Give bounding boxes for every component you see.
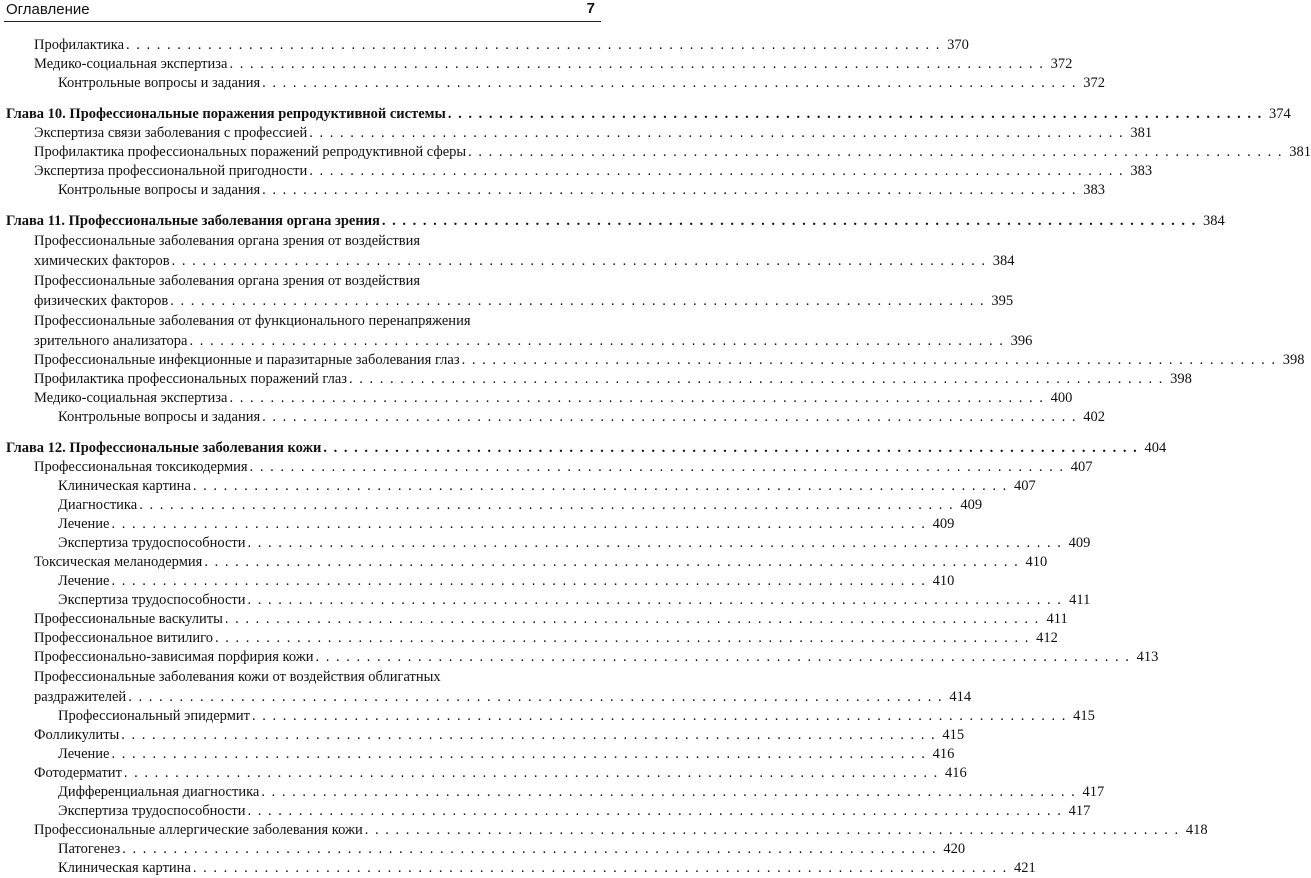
toc-entry-line [58, 745, 955, 764]
toc-entry-title: Экспертиза профессиональной пригодности [34, 163, 308, 179]
toc-entry [0, 124, 1153, 143]
toc-entry-title: Диагностика [58, 497, 138, 513]
toc-page-number: 411 [1046, 611, 1068, 627]
toc-entry [0, 572, 955, 591]
toc-entry [0, 231, 1015, 271]
toc-entry-line [34, 331, 1033, 351]
toc-entry-line [58, 707, 1095, 726]
toc-entry-title: Дифференциальная диагностика [58, 784, 260, 800]
toc-entry-line [34, 648, 1159, 667]
toc-entry [0, 629, 1058, 648]
toc-entry [0, 477, 1036, 496]
toc-chapter-entry [0, 439, 1167, 458]
toc-page-number: 412 [1036, 630, 1058, 646]
toc-entry-line [34, 124, 1153, 143]
toc-entry-title: Контрольные вопросы и задания [58, 182, 261, 198]
toc-page-number: 411 [1069, 592, 1091, 608]
toc-chapter-entry [0, 105, 1291, 124]
dot-leader: . . . . . . . . . . . . . . . . . . . . . . . . . . . . . . . . . . . . . . . . . . . . . . . . . . . . . . . . . . . . . . . . . . . . . . . . . . . . . . . . [192, 478, 1008, 494]
toc-entry-line [6, 439, 1167, 458]
toc-entry-line [34, 764, 967, 783]
toc-entry-title: Профилактика профессиональных поражений репродуктивной сферы [34, 144, 467, 160]
toc-entry-title: Экспертиза трудоспособности [58, 592, 246, 608]
toc-entry [0, 496, 983, 515]
dot-leader: . . . . . . . . . . . . . . . . . . . . . . . . . . . . . . . . . . . . . . . . . . . . . . . . . . . . . . . . . . . . . . . . . . . . . . . . . . . . . . . . [192, 860, 1008, 876]
toc-page-number: 416 [945, 765, 967, 781]
toc-entry [0, 667, 972, 707]
toc-entry [0, 802, 1091, 821]
toc-entry-line [58, 572, 955, 591]
dot-leader: . . . . . . . . . . . . . . . . . . . . . . . . . . . . . . . . . . . . . . . . . . . . . . . . . . . . . . . . . . . . . . . . . . . . . . . . . . . . . . . . [189, 333, 1005, 349]
toc-entry [0, 311, 1033, 351]
toc-entry-line [34, 458, 1093, 477]
toc-entry-line [34, 251, 1015, 271]
dot-leader: . . . . . . . . . . . . . . . . . . . . . . . . . . . . . . . . . . . . . . . . . . . . . . . . . . . . . . . . . . . . . . . . . . . . . . . . . . . . . . . . [122, 841, 938, 857]
toc-page-number: 421 [1014, 860, 1036, 876]
dot-leader: . . . . . . . . . . . . . . . . . . . . . . . . . . . . . . . . . . . . . . . . . . . . . . . . . . . . . . . . . . . . . . . . . . . . . . . . . . . . . . . . [262, 409, 1078, 425]
running-header [4, 0, 601, 22]
dot-leader: . . . . . . . . . . . . . . . . . . . . . . . . . . . . . . . . . . . . . . . . . . . . . . . . . . . . . . . . . . . . . . . . . . . . . . . . . . . . . . . . [111, 516, 927, 532]
toc-entry-title: Профессиональные аллергические заболевания кожи [34, 822, 363, 838]
toc-entry [0, 764, 967, 783]
toc-entry [0, 370, 1192, 389]
toc-entry [0, 74, 1106, 93]
toc-entry [0, 745, 955, 764]
toc-page-number: 384 [1203, 213, 1225, 229]
dot-leader: . . . . . . . . . . . . . . . . . . . . . . . . . . . . . . . . . . . . . . . . . . . . . . . . . . . . . . . . . . . . . . . . . . . . . . . . . . . . . . . . [126, 37, 941, 53]
toc-page-number: 417 [1068, 803, 1091, 819]
toc-entry-title: Экспертиза связи заболевания с профессией [34, 125, 308, 141]
toc-entry-title-line1: Профессиональные заболевания кожи от воздействия облигатных [34, 669, 441, 685]
dot-leader: . . . . . . . . . . . . . . . . . . . . . . . . . . . . . . . . . . . . . . . . . . . . . . . . . . . . . . . . . . . . . . . . . . . . . . . . . . . . . . . . [121, 727, 937, 743]
toc-entry [0, 389, 1073, 408]
toc-page-number: 383 [1083, 182, 1106, 198]
dot-leader: . . . . . . . . . . . . . . . . . . . . . . . . . . . . . . . . . . . . . . . . . . . . . . . . . . . . . . . . . . . . . . . . . . . . . . . . . . . . . . . . [111, 573, 927, 589]
toc-page-number: 384 [992, 253, 1015, 269]
toc-entry [0, 515, 955, 534]
dot-leader: . . . . . . . . . . . . . . . . . . . . . . . . . . . . . . . . . . . . . . . . . . . . . . . . . . . . . . . . . . . . . . . . . . . . . . . . . . . . . . . . [215, 630, 1030, 646]
toc-entry-line [58, 859, 1036, 878]
dot-leader: . . . . . . . . . . . . . . . . . . . . . . . . . . . . . . . . . . . . . . . . . . . . . . . . . . . . . . . . . . . . . . . . . . . . . . . . . . . . . . . . [247, 592, 1063, 608]
toc-entry [0, 181, 1106, 200]
toc-entry [0, 821, 1208, 840]
toc-page-number: 398 [1282, 352, 1305, 368]
toc-page-number: 410 [932, 573, 955, 589]
toc-entry-title: Медико-социальная экспертиза [34, 390, 228, 406]
header-page-number: 7 [586, 0, 595, 17]
toc-chapter-entry [0, 212, 1225, 231]
toc-entry-title: Профессиональная токсикодермия [34, 459, 248, 475]
toc-page-number: 372 [1083, 75, 1106, 91]
dot-leader: . . . . . . . . . . . . . . . . . . . . . . . . . . . . . . . . . . . . . . . . . . . . . . . . . . . . . . . . . . . . . . . . . . . . . . . . . . . . . . . . [381, 213, 1197, 229]
toc-page-number: 415 [942, 727, 965, 743]
toc-entry-line [34, 370, 1192, 389]
toc-entry-line [58, 783, 1105, 802]
toc-entry-title: Профилактика профессиональных поражений глаз [34, 371, 347, 387]
toc-entry-title: Лечение [58, 516, 110, 532]
toc-entry-line [58, 181, 1106, 200]
toc-page-number: 416 [932, 746, 955, 762]
toc-entry-title: Глава 12. Профессиональные заболевания кожи [6, 440, 322, 456]
toc-entry-title-line1: Профессиональные заболевания органа зрения от воздействия [34, 273, 420, 289]
toc-page-number: 372 [1050, 56, 1073, 72]
dot-leader: . . . . . . . . . . . . . . . . . . . . . . . . . . . . . . . . . . . . . . . . . . . . . . . . . . . . . . . . . . . . . . . . . . . . . . . . . . . . . . . . [309, 163, 1125, 179]
dot-leader: . . . . . . . . . . . . . . . . . . . . . . . . . . . . . . . . . . . . . . . . . . . . . . . . . . . . . . . . . . . . . . . . . . . . . . . . . . . . . . . . [323, 440, 1139, 456]
toc-entry-title: Клиническая картина [58, 860, 191, 876]
toc-page-number: 395 [991, 293, 1014, 309]
toc-entry-line [34, 351, 1305, 370]
dot-leader: . . . . . . . . . . . . . . . . . . . . . . . . . . . . . . . . . . . . . . . . . . . . . . . . . . . . . . . . . . . . . . . . . . . . . . . . . . . . . . . . [309, 125, 1125, 141]
dot-leader: . . . . . . . . . . . . . . . . . . . . . . . . . . . . . . . . . . . . . . . . . . . . . . . . . . . . . . . . . . . . . . . . . . . . . . . . . . . . . . . . [224, 611, 1040, 627]
dot-leader: . . . . . . . . . . . . . . . . . . . . . . . . . . . . . . . . . . . . . . . . . . . . . . . . . . . . . . . . . . . . . . . . . . . . . . . . . . . . . . . . [262, 75, 1078, 91]
toc-entry-title: Лечение [58, 746, 110, 762]
toc-entry-title: раздражителей [34, 689, 127, 705]
toc-page-number: 409 [960, 497, 983, 513]
toc-entry-title: Контрольные вопросы и задания [58, 409, 261, 425]
dot-leader: . . . . . . . . . . . . . . . . . . . . . . . . . . . . . . . . . . . . . . . . . . . . . . . . . . . . . . . . . . . . . . . . . . . . . . . . . . . . . . . . [249, 459, 1065, 475]
toc-entry-title: Профессионально-зависимая порфирия кожи [34, 649, 314, 665]
toc-entry-title: физических факторов [34, 293, 169, 309]
toc-entry [0, 726, 965, 745]
toc-entry-line [6, 105, 1291, 124]
toc-entry-line [58, 496, 983, 515]
toc-entry-line [34, 389, 1073, 408]
dot-leader: . . . . . . . . . . . . . . . . . . . . . . . . . . . . . . . . . . . . . . . . . . . . . . . . . . . . . . . . . . . . . . . . . . . . . . . . . . . . . . . . [229, 56, 1045, 72]
toc-page-number: 418 [1185, 822, 1208, 838]
toc-entry-title: Фотодерматит [34, 765, 122, 781]
toc-page-number: 400 [1050, 390, 1073, 406]
toc-entry-line [6, 212, 1225, 231]
toc-entry [0, 859, 1036, 878]
toc-entry-title: Экспертиза трудоспособности [58, 535, 246, 551]
toc-entry-title: Патогенез [58, 841, 121, 857]
toc-entry [0, 143, 1311, 162]
toc-entry-line [34, 687, 972, 707]
toc-page-number: 381 [1130, 125, 1153, 141]
dot-leader: . . . . . . . . . . . . . . . . . . . . . . . . . . . . . . . . . . . . . . . . . . . . . . . . . . . . . . . . . . . . . . . . . . . . . . . . . . . . . . . . [171, 253, 987, 269]
dot-leader: . . . . . . . . . . . . . . . . . . . . . . . . . . . . . . . . . . . . . . . . . . . . . . . . . . . . . . . . . . . . . . . . . . . . . . . . . . . . . . . . [262, 182, 1078, 198]
dot-leader: . . . . . . . . . . . . . . . . . . . . . . . . . . . . . . . . . . . . . . . . . . . . . . . . . . . . . . . . . . . . . . . . . . . . . . . . . . . . . . . . [123, 765, 939, 781]
toc-entry-line [58, 515, 955, 534]
toc-entry-title: Профессиональный эпидермит [58, 708, 250, 724]
toc-page-number: 417 [1082, 784, 1105, 800]
dot-leader: . . . . . . . . . . . . . . . . . . . . . . . . . . . . . . . . . . . . . . . . . . . . . . . . . . . . . . . . . . . . . . . . . . . . . . . . . . . . . . . . [251, 708, 1067, 724]
toc-page-number: 420 [943, 841, 966, 857]
toc-page-number: 398 [1170, 371, 1192, 387]
toc-entry [0, 840, 966, 859]
dot-leader: . . . . . . . . . . . . . . . . . . . . . . . . . . . . . . . . . . . . . . . . . . . . . . . . . . . . . . . . . . . . . . . . . . . . . . . . . . . . . . . . [128, 689, 944, 705]
toc-page-number: 410 [1025, 554, 1048, 570]
dot-leader: . . . . . . . . . . . . . . . . . . . . . . . . . . . . . . . . . . . . . . . . . . . . . . . . . . . . . . . . . . . . . . . . . . . . . . . . . . . . . . . . [261, 784, 1077, 800]
toc-entry-title: Экспертиза трудоспособности [58, 803, 246, 819]
toc-page-number: 409 [932, 516, 955, 532]
toc-entry-title: химических факторов [34, 253, 170, 269]
dot-leader: . . . . . . . . . . . . . . . . . . . . . . . . . . . . . . . . . . . . . . . . . . . . . . . . . . . . . . . . . . . . . . . . . . . . . . . . . . . . . . . . [447, 106, 1263, 122]
toc-entry [0, 458, 1093, 477]
toc-entry-title: Токсическая меланодермия [34, 554, 203, 570]
toc-entry-title: Клиническая картина [58, 478, 191, 494]
dot-leader: . . . . . . . . . . . . . . . . . . . . . . . . . . . . . . . . . . . . . . . . . . . . . . . . . . . . . . . . . . . . . . . . . . . . . . . . . . . . . . . . [247, 803, 1063, 819]
toc-page-number: 381 [1289, 144, 1311, 160]
toc-entry-line [34, 726, 965, 745]
header-title: Оглавление [6, 1, 90, 18]
toc-page-number: 415 [1073, 708, 1095, 724]
toc-entry-line [58, 802, 1091, 821]
toc-entry-title: зрительного анализатора [34, 333, 188, 349]
toc-entry-line [34, 629, 1058, 648]
toc-entry-line [58, 74, 1106, 93]
toc-entry-line [58, 408, 1106, 427]
toc-page-number: 407 [1014, 478, 1036, 494]
toc-page-number: 414 [949, 689, 972, 705]
toc-entry-title: Глава 10. Профессиональные поражения репродуктивной системы [6, 106, 446, 122]
toc-page-number: 370 [947, 37, 969, 53]
dot-leader: . . . . . . . . . . . . . . . . . . . . . . . . . . . . . . . . . . . . . . . . . . . . . . . . . . . . . . . . . . . . . . . . . . . . . . . . . . . . . . . . [468, 144, 1284, 160]
toc-entry-line [58, 840, 966, 859]
toc-page-number: 404 [1144, 440, 1167, 456]
toc-entry-line [34, 821, 1208, 840]
toc-entry-title-line1: Профессиональные заболевания органа зрения от воздействия [34, 233, 420, 249]
toc-entry-title: Профессиональные инфекционные и паразитарные заболевания глаз [34, 352, 460, 368]
toc-page-number: 413 [1136, 649, 1159, 665]
toc-entry-line [34, 162, 1153, 181]
toc-entry [0, 648, 1159, 667]
toc-page-number: 402 [1083, 409, 1106, 425]
dot-leader: . . . . . . . . . . . . . . . . . . . . . . . . . . . . . . . . . . . . . . . . . . . . . . . . . . . . . . . . . . . . . . . . . . . . . . . . . . . . . . . . [170, 293, 986, 309]
toc-entry-title: Профессиональные васкулиты [34, 611, 223, 627]
toc-entry-title: Лечение [58, 573, 110, 589]
dot-leader: . . . . . . . . . . . . . . . . . . . . . . . . . . . . . . . . . . . . . . . . . . . . . . . . . . . . . . . . . . . . . . . . . . . . . . . . . . . . . . . . [461, 352, 1277, 368]
toc-entry [0, 534, 1091, 553]
toc-entry [0, 55, 1073, 74]
toc-entry-title-line1: Профессиональные заболевания от функционального перенапряжения [34, 313, 471, 329]
toc-entry-title: Профилактика [34, 37, 125, 53]
toc-page-number: 409 [1068, 535, 1091, 551]
toc-entry-title: Фолликулиты [34, 727, 120, 743]
toc-entry-line [58, 534, 1091, 553]
toc-page-number: 374 [1268, 106, 1291, 122]
dot-leader: . . . . . . . . . . . . . . . . . . . . . . . . . . . . . . . . . . . . . . . . . . . . . . . . . . . . . . . . . . . . . . . . . . . . . . . . . . . . . . . . [229, 390, 1045, 406]
dot-leader: . . . . . . . . . . . . . . . . . . . . . . . . . . . . . . . . . . . . . . . . . . . . . . . . . . . . . . . . . . . . . . . . . . . . . . . . . . . . . . . . [139, 497, 955, 513]
dot-leader: . . . . . . . . . . . . . . . . . . . . . . . . . . . . . . . . . . . . . . . . . . . . . . . . . . . . . . . . . . . . . . . . . . . . . . . . . . . . . . . . [315, 649, 1131, 665]
toc-entry [0, 783, 1105, 802]
toc-entry [0, 36, 969, 55]
toc-entry-title: Медико-социальная экспертиза [34, 56, 228, 72]
toc-entry [0, 707, 1095, 726]
toc-entry-title: Профессиональное витилиго [34, 630, 213, 646]
toc-entry [0, 553, 1048, 572]
dot-leader: . . . . . . . . . . . . . . . . . . . . . . . . . . . . . . . . . . . . . . . . . . . . . . . . . . . . . . . . . . . . . . . . . . . . . . . . . . . . . . . . [349, 371, 1164, 387]
toc-entry-line [34, 291, 1014, 311]
dot-leader: . . . . . . . . . . . . . . . . . . . . . . . . . . . . . . . . . . . . . . . . . . . . . . . . . . . . . . . . . . . . . . . . . . . . . . . . . . . . . . . . [364, 822, 1180, 838]
dot-leader: . . . . . . . . . . . . . . . . . . . . . . . . . . . . . . . . . . . . . . . . . . . . . . . . . . . . . . . . . . . . . . . . . . . . . . . . . . . . . . . . [204, 554, 1020, 570]
toc-entry [0, 610, 1068, 629]
toc-entry-line [34, 55, 1073, 74]
toc-entry-line [58, 477, 1036, 496]
toc-entry-title: Контрольные вопросы и задания [58, 75, 261, 91]
toc-entry-line [58, 591, 1091, 610]
toc-entry-line [34, 610, 1068, 629]
toc-entry [0, 408, 1106, 427]
toc-entry [0, 591, 1091, 610]
toc-entry-line [34, 36, 969, 55]
toc-entry [0, 351, 1305, 370]
table-of-contents [0, 36, 1311, 878]
toc-entry-line [34, 553, 1048, 572]
toc-entry [0, 162, 1153, 181]
toc-entry [0, 271, 1014, 311]
toc-page-number: 396 [1010, 333, 1033, 349]
toc-page-number: 383 [1130, 163, 1153, 179]
dot-leader: . . . . . . . . . . . . . . . . . . . . . . . . . . . . . . . . . . . . . . . . . . . . . . . . . . . . . . . . . . . . . . . . . . . . . . . . . . . . . . . . [247, 535, 1063, 551]
toc-entry-title: Глава 11. Профессиональные заболевания органа зрения [6, 213, 380, 229]
toc-page-number: 407 [1070, 459, 1093, 475]
dot-leader: . . . . . . . . . . . . . . . . . . . . . . . . . . . . . . . . . . . . . . . . . . . . . . . . . . . . . . . . . . . . . . . . . . . . . . . . . . . . . . . . [111, 746, 927, 762]
toc-entry-line [34, 143, 1311, 162]
